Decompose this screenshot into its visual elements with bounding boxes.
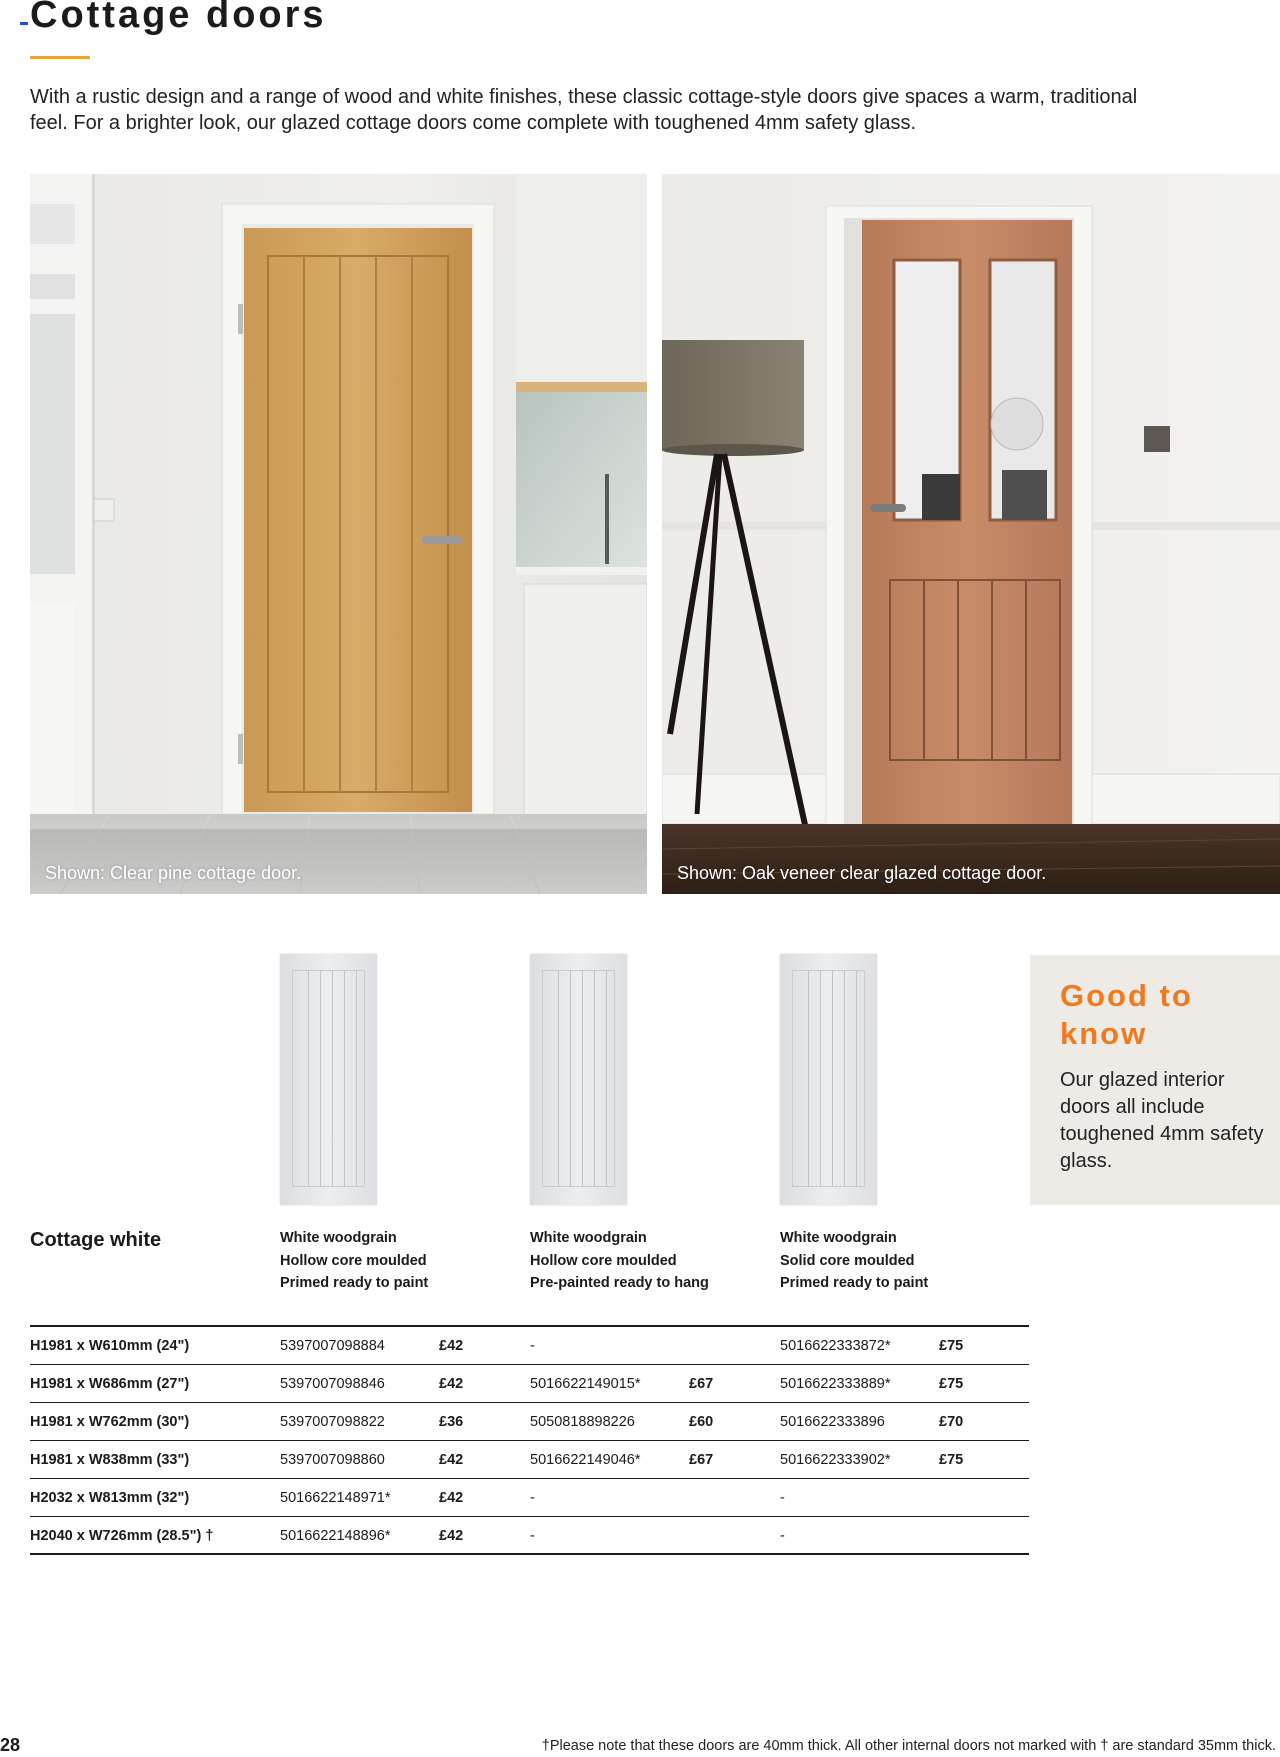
size-cell: H2032 x W813mm (32") <box>30 1490 190 1506</box>
product-code: 5016622333889* <box>780 1376 891 1392</box>
range-name: Cottage white <box>30 1229 162 1251</box>
table-row <box>30 1479 1029 1517</box>
column-description <box>780 1227 928 1295</box>
photo-caption: Shown: Oak veneer clear glazed cottage door. <box>677 863 1047 883</box>
price: £42 <box>439 1338 464 1354</box>
pine-door-illustration <box>30 174 647 894</box>
photo-pine-door <box>30 174 647 894</box>
product-code: 5016622148971* <box>280 1490 391 1506</box>
description-line: Hollow core moulded <box>530 1252 677 1269</box>
table-row <box>30 1517 1029 1555</box>
product-code: 5016622333872* <box>780 1338 891 1354</box>
title-underline <box>30 56 90 59</box>
price: £75 <box>939 1376 964 1392</box>
table-row <box>30 1403 1029 1441</box>
size-cell: H1981 x W610mm (24") <box>30 1338 190 1354</box>
product-code: - <box>530 1338 535 1354</box>
price: £60 <box>689 1414 714 1430</box>
size-cell: H1981 x W686mm (27") <box>30 1376 190 1392</box>
table-row <box>30 1327 1029 1365</box>
product-code: 5397007098860 <box>280 1452 385 1468</box>
product-code: - <box>530 1528 535 1544</box>
intro-paragraph: With a rustic design and a range of wood and white finishes, these classic cottage-style doors give spaces a warm, traditional feel. For a brighter look, our glazed cottage doors come complete with toughened 4mm safety glass. <box>30 86 1138 134</box>
description-line: Solid core moulded <box>780 1252 915 1269</box>
page-marker <box>20 22 28 25</box>
product-code: 5397007098884 <box>280 1338 385 1354</box>
good-to-know-text: Our glazed interior doors all include toughened 4mm safety glass. <box>1060 1069 1264 1172</box>
product-code: 5397007098846 <box>280 1376 385 1392</box>
photo-oak-glazed-door <box>662 174 1280 894</box>
description-line: Hollow core moulded <box>280 1252 427 1269</box>
good-to-know-box <box>1030 955 1280 1205</box>
description-line: White woodgrain <box>280 1230 397 1246</box>
page-title: Cottage doors <box>30 0 327 36</box>
door-thumbnail-primed-hollow <box>280 954 377 1205</box>
price: £42 <box>439 1376 464 1392</box>
price: £70 <box>939 1414 964 1430</box>
size-cell: H1981 x W762mm (30") <box>30 1414 190 1430</box>
price: £36 <box>439 1414 464 1430</box>
table-row <box>30 1441 1029 1479</box>
description-line: Primed ready to paint <box>780 1275 929 1291</box>
description-line: White woodgrain <box>780 1230 897 1246</box>
size-cell: H2040 x W726mm (28.5") † <box>30 1528 214 1544</box>
price-table <box>30 1325 1029 1555</box>
description-line: White woodgrain <box>530 1230 647 1246</box>
good-to-know-heading: Good to know <box>1060 978 1193 1051</box>
table-row <box>30 1365 1029 1403</box>
product-code: 5016622148896* <box>280 1528 391 1544</box>
product-code: 5016622149046* <box>530 1452 641 1468</box>
product-code: 5397007098822 <box>280 1414 385 1430</box>
price: £67 <box>689 1376 714 1392</box>
oak-door-illustration <box>662 174 1280 894</box>
product-code: 5016622333902* <box>780 1452 891 1468</box>
product-code: - <box>530 1490 535 1506</box>
price: £67 <box>689 1452 714 1468</box>
size-cell: H1981 x W838mm (33") <box>30 1452 190 1468</box>
product-code: 5050818898226 <box>530 1414 635 1430</box>
product-code: - <box>780 1490 785 1506</box>
door-thumbnail-prepainted-hollow <box>530 954 627 1205</box>
price: £42 <box>439 1528 464 1544</box>
column-description <box>280 1227 428 1295</box>
description-line: Primed ready to paint <box>280 1275 429 1291</box>
door-thumbnail-primed-solid <box>780 954 877 1205</box>
price: £42 <box>439 1452 464 1468</box>
description-line: Pre-painted ready to hang <box>530 1275 709 1291</box>
column-description <box>530 1227 709 1295</box>
photo-caption: Shown: Clear pine cottage door. <box>45 863 302 883</box>
thickness-footnote: †Please note that these doors are 40mm thick. All other internal doors not marked with † are standard 35mm thick. <box>541 1738 1276 1754</box>
price: £75 <box>939 1452 964 1468</box>
product-code: 5016622149015* <box>530 1376 641 1392</box>
page-number: 28 <box>0 1735 21 1755</box>
product-code: - <box>780 1528 785 1544</box>
price: £42 <box>439 1490 464 1506</box>
product-code: 5016622333896 <box>780 1414 885 1430</box>
price: £75 <box>939 1338 964 1354</box>
